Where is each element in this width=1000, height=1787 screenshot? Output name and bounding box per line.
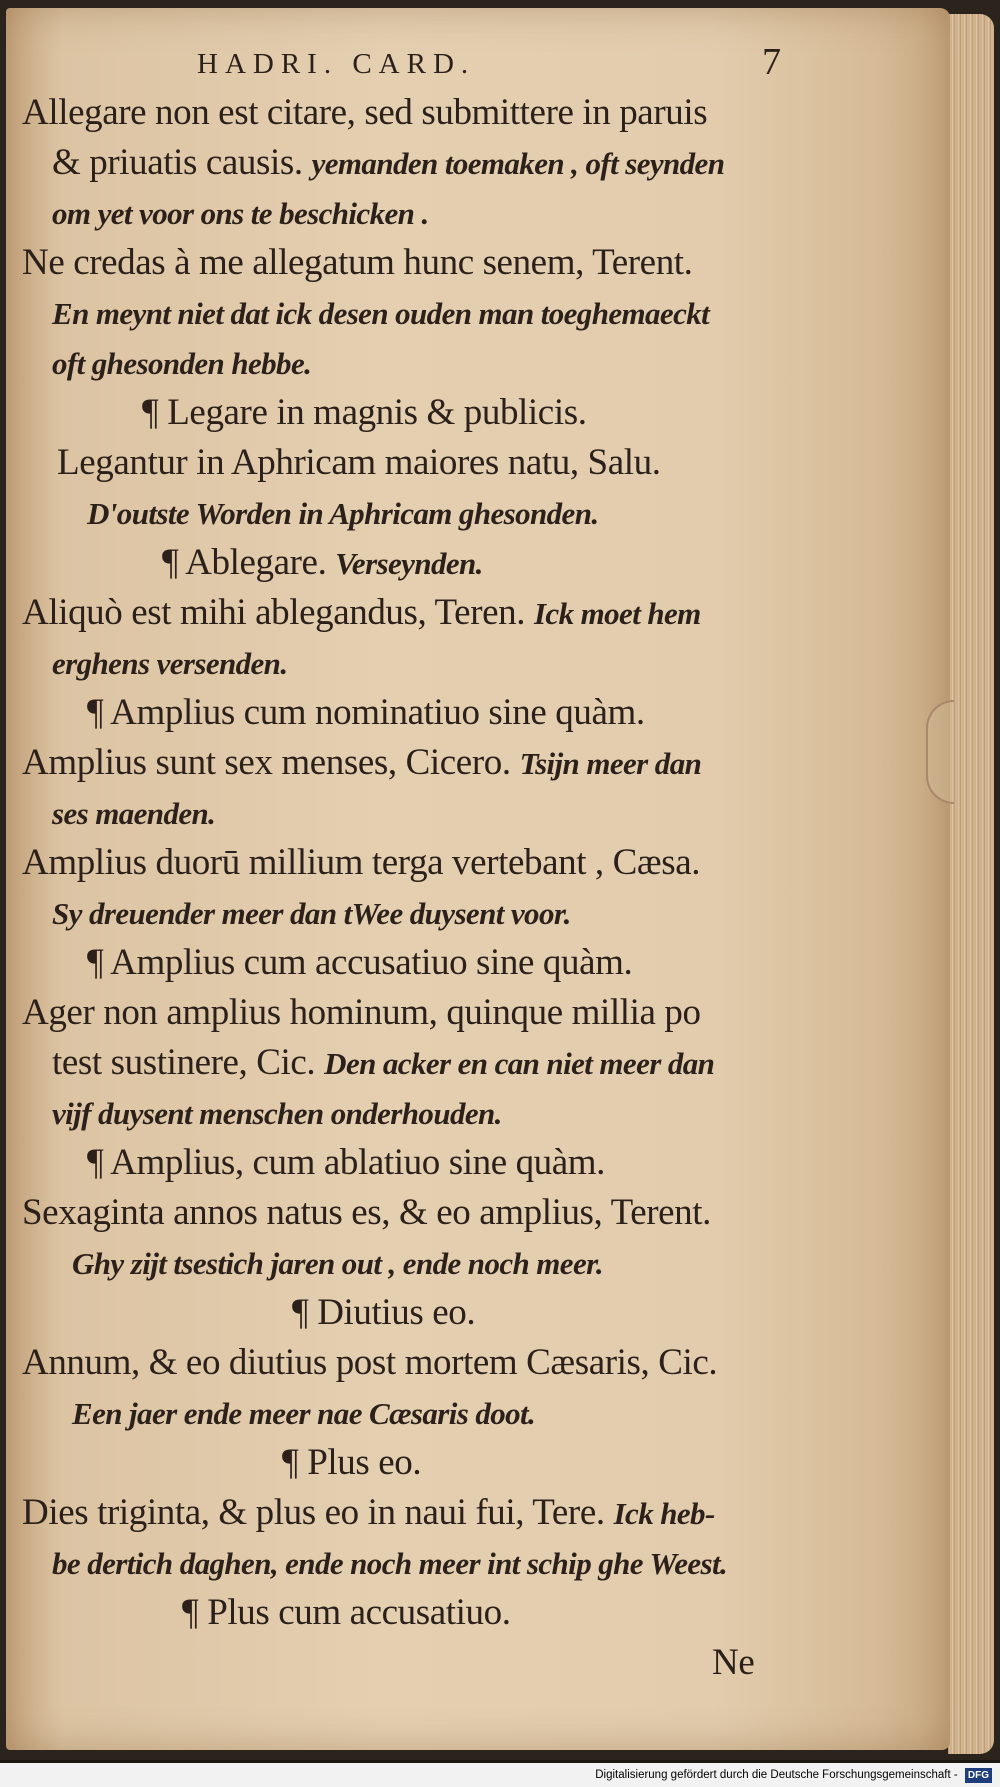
dutch-translation: Ghy zijt tsestich jaren out , ende noch meer. xyxy=(72,1246,604,1281)
text-line xyxy=(22,1338,842,1388)
latin-text: ¶ Plus cum accusatiuo. xyxy=(182,1592,511,1633)
dutch-translation: Een jaer ende meer nae Cæsaris doot. xyxy=(72,1396,536,1431)
text-line xyxy=(22,788,842,838)
text-line xyxy=(22,438,842,488)
text-line xyxy=(22,138,842,188)
latin-text: ¶ Ablegare. xyxy=(162,542,327,583)
latin-text: test sustinere, Cic. xyxy=(52,1042,316,1083)
page-text xyxy=(22,41,842,1688)
running-title: HADRI. CARD. xyxy=(197,48,476,80)
text-line xyxy=(22,288,842,338)
dutch-translation: Tsijn meer dan xyxy=(519,746,702,781)
text-line xyxy=(22,588,842,638)
latin-text: ¶ Amplius, cum ablatiuo sine quàm. xyxy=(87,1142,606,1183)
text-line xyxy=(22,1638,842,1688)
latin-text: Annum, & eo diutius post mortem Cæsaris, Cic. xyxy=(22,1342,718,1383)
latin-text: Allegare non est citare, sed submittere in paruis xyxy=(22,92,708,133)
text-line xyxy=(22,388,842,438)
dutch-translation: D'outste Worden in Aphricam ghesonden. xyxy=(87,496,599,531)
latin-text: Dies triginta, & plus eo in naui fui, Tere. xyxy=(22,1492,605,1533)
dfg-logo: DFG xyxy=(965,1768,992,1783)
text-line xyxy=(22,938,842,988)
dutch-translation: Verseynden. xyxy=(335,546,483,581)
text-line xyxy=(22,1488,842,1538)
latin-text: ¶ Amplius cum nominatiuo sine quàm. xyxy=(87,692,645,733)
text-line xyxy=(22,688,842,738)
latin-text: Legantur in Aphricam maiores natu, Salu. xyxy=(57,442,661,483)
text-line xyxy=(22,638,842,688)
text-line xyxy=(22,1238,842,1288)
dutch-translation: erghens versenden. xyxy=(52,646,288,681)
text-line xyxy=(22,738,842,788)
page-number: 7 xyxy=(762,41,781,83)
dutch-translation: Ick heb- xyxy=(613,1496,715,1531)
text-line xyxy=(22,238,842,288)
page-edge xyxy=(948,14,994,1754)
dutch-translation: oft ghesonden hebbe. xyxy=(52,346,312,381)
latin-text: ¶ Legare in magnis & publicis. xyxy=(142,392,587,433)
latin-text: Sexaginta annos natus es, & eo amplius, Terent. xyxy=(22,1192,712,1233)
text-line xyxy=(22,88,842,138)
page-header xyxy=(22,41,842,88)
latin-text: ¶ Plus eo. xyxy=(282,1442,422,1483)
latin-text: ¶ Amplius cum accusatiuo sine quàm. xyxy=(87,942,633,983)
text-line xyxy=(22,1288,842,1338)
dutch-translation: be dertich daghen, ende noch meer int schip ghe Weest. xyxy=(52,1546,728,1581)
text-line xyxy=(22,1138,842,1188)
latin-text: & priuatis causis. xyxy=(52,142,303,183)
dutch-translation: vijf duysent menschen onderhouden. xyxy=(52,1096,502,1131)
text-line xyxy=(22,338,842,388)
dutch-translation: ses maenden. xyxy=(52,796,216,831)
latin-text: Ager non amplius hominum, quinque millia po xyxy=(22,992,701,1033)
latin-text: ¶ Diutius eo. xyxy=(292,1292,476,1333)
text-line xyxy=(22,538,842,588)
page-clip xyxy=(926,700,954,804)
latin-text: Amplius duorū millium terga vertebant , Cæsa. xyxy=(22,842,701,883)
text-line xyxy=(22,838,842,888)
latin-text: Amplius sunt sex menses, Cicero. xyxy=(22,742,511,783)
dutch-translation: om yet voor ons te beschicken . xyxy=(52,196,429,231)
text-line xyxy=(22,1588,842,1638)
text-line xyxy=(22,1438,842,1488)
dutch-translation: Den acker en can niet meer dan xyxy=(324,1046,715,1081)
text-line xyxy=(22,1088,842,1138)
dutch-translation: En meynt niet dat ick desen ouden man toeghemaeckt xyxy=(52,296,710,331)
latin-text: Ne xyxy=(712,1642,755,1683)
text-line xyxy=(22,988,842,1038)
dutch-translation: Sy dreuender meer dan tWee duysent voor. xyxy=(52,896,571,931)
text-line xyxy=(22,1188,842,1238)
footer-credit: Digitalisierung gefördert durch die Deutsche Forschungsgemeinschaft - xyxy=(595,1769,958,1781)
digitization-footer xyxy=(0,1763,1000,1787)
text-line xyxy=(22,488,842,538)
latin-text: Ne credas à me allegatum hunc senem, Terent. xyxy=(22,242,693,283)
dutch-translation: yemanden toemaken , oft seynden xyxy=(311,146,725,181)
text-line xyxy=(22,1388,842,1438)
dutch-translation: Ick moet hem xyxy=(533,596,701,631)
text-lines xyxy=(22,88,842,1688)
text-line xyxy=(22,188,842,238)
latin-text: Aliquò est mihi ablegandus, Teren. xyxy=(22,592,526,633)
text-line xyxy=(22,1038,842,1088)
text-line xyxy=(22,888,842,938)
text-line xyxy=(22,1538,842,1588)
